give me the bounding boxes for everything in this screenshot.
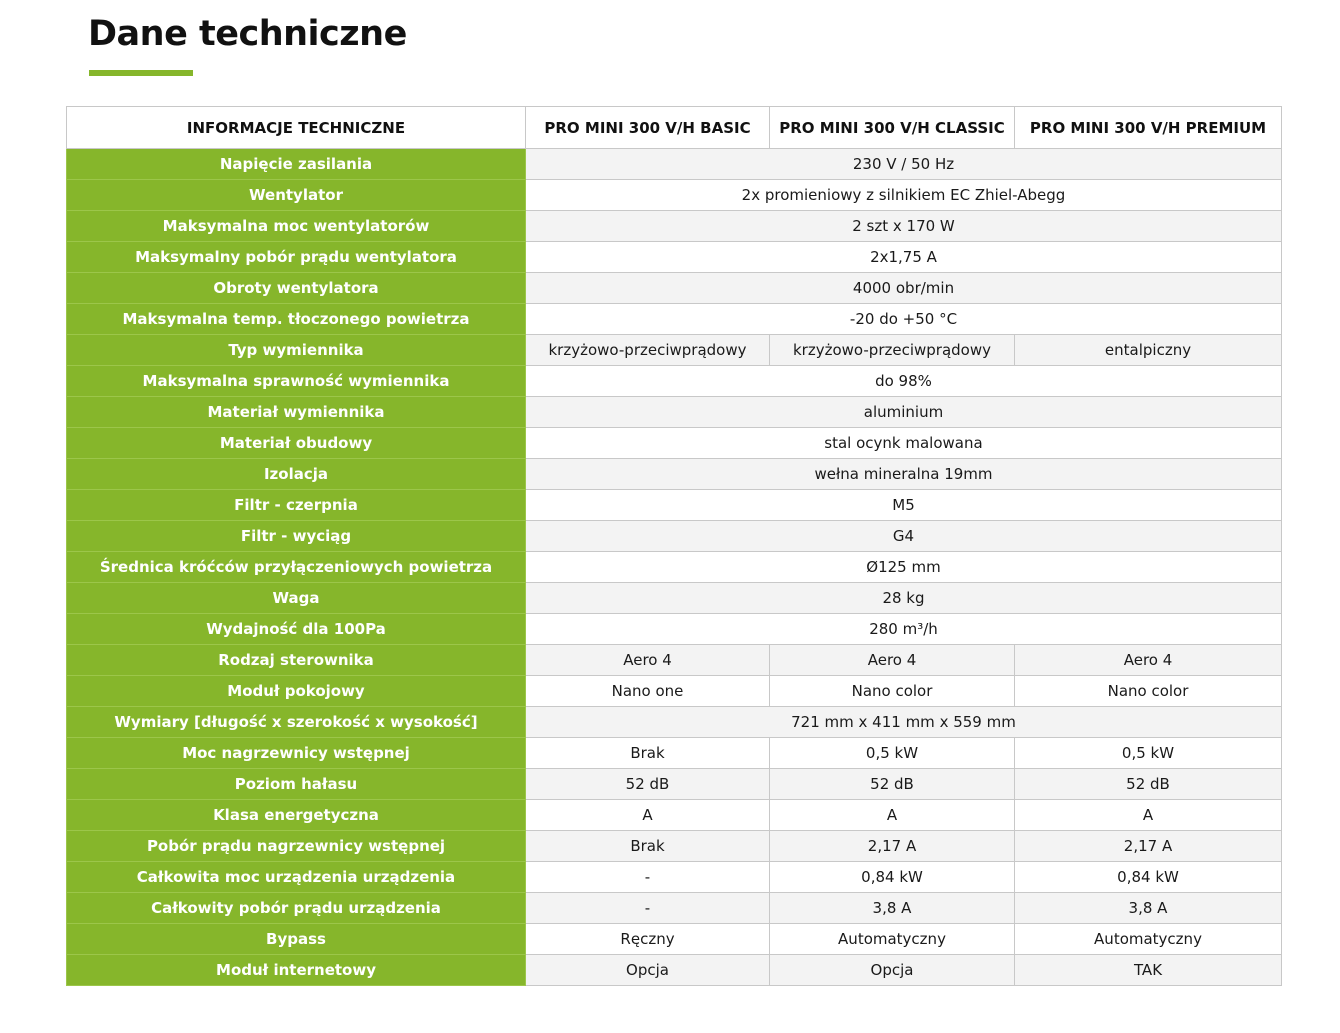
row-label: Obroty wentylatora bbox=[67, 273, 526, 304]
row-value-shared: wełna mineralna 19mm bbox=[526, 459, 1282, 490]
row-label: Całkowita moc urządzenia urządzenia bbox=[67, 862, 526, 893]
table-row bbox=[67, 676, 1282, 707]
row-value-premium: TAK bbox=[1015, 955, 1282, 986]
row-value-classic: Automatyczny bbox=[770, 924, 1015, 955]
row-value-shared: 4000 obr/min bbox=[526, 273, 1282, 304]
table-row bbox=[67, 459, 1282, 490]
row-value-basic: Ręczny bbox=[526, 924, 770, 955]
row-label: Moc nagrzewnicy wstępnej bbox=[67, 738, 526, 769]
row-label: Wentylator bbox=[67, 180, 526, 211]
table-row bbox=[67, 149, 1282, 180]
row-label: Waga bbox=[67, 583, 526, 614]
table-row bbox=[67, 366, 1282, 397]
row-label: Maksymalna moc wentylatorów bbox=[67, 211, 526, 242]
row-value-premium: 0,5 kW bbox=[1015, 738, 1282, 769]
row-value-basic: Brak bbox=[526, 831, 770, 862]
row-value-shared: stal ocynk malowana bbox=[526, 428, 1282, 459]
row-label: Rodzaj sterownika bbox=[67, 645, 526, 676]
row-label: Izolacja bbox=[67, 459, 526, 490]
table-row bbox=[67, 893, 1282, 924]
row-label: Filtr - czerpnia bbox=[67, 490, 526, 521]
row-value-shared: Ø125 mm bbox=[526, 552, 1282, 583]
table-row bbox=[67, 800, 1282, 831]
table-row bbox=[67, 645, 1282, 676]
row-value-classic: Opcja bbox=[770, 955, 1015, 986]
row-value-classic: 3,8 A bbox=[770, 893, 1015, 924]
table-row bbox=[67, 552, 1282, 583]
row-value-classic: krzyżowo-przeciwprądowy bbox=[770, 335, 1015, 366]
table-row bbox=[67, 738, 1282, 769]
table-row bbox=[67, 924, 1282, 955]
row-value-basic: Brak bbox=[526, 738, 770, 769]
row-label: Materiał wymiennika bbox=[67, 397, 526, 428]
title-underline bbox=[89, 70, 193, 76]
row-value-shared: 280 m³/h bbox=[526, 614, 1282, 645]
row-value-classic: 0,84 kW bbox=[770, 862, 1015, 893]
row-value-shared: M5 bbox=[526, 490, 1282, 521]
page-title: Dane techniczne bbox=[88, 14, 407, 54]
row-label: Poziom hałasu bbox=[67, 769, 526, 800]
row-label: Maksymalna temp. tłoczonego powietrza bbox=[67, 304, 526, 335]
row-label: Pobór prądu nagrzewnicy wstępnej bbox=[67, 831, 526, 862]
row-value-shared: G4 bbox=[526, 521, 1282, 552]
row-value-premium: 0,84 kW bbox=[1015, 862, 1282, 893]
row-value-premium: A bbox=[1015, 800, 1282, 831]
row-label: Maksymalna sprawność wymiennika bbox=[67, 366, 526, 397]
spec-table-body bbox=[67, 149, 1282, 986]
table-row bbox=[67, 242, 1282, 273]
row-value-basic: 52 dB bbox=[526, 769, 770, 800]
row-value-classic: A bbox=[770, 800, 1015, 831]
row-label: Wymiary [długość x szerokość x wysokość] bbox=[67, 707, 526, 738]
row-value-shared: 2x1,75 A bbox=[526, 242, 1282, 273]
row-label: Średnica króćców przyłączeniowych powietrza bbox=[67, 552, 526, 583]
table-row bbox=[67, 862, 1282, 893]
table-row bbox=[67, 707, 1282, 738]
row-label: Moduł internetowy bbox=[67, 955, 526, 986]
header-cell-info: INFORMACJE TECHNICZNE bbox=[67, 107, 526, 149]
row-label: Wydajność dla 100Pa bbox=[67, 614, 526, 645]
table-row bbox=[67, 211, 1282, 242]
table-row bbox=[67, 304, 1282, 335]
row-value-basic: - bbox=[526, 893, 770, 924]
spec-table bbox=[66, 106, 1282, 986]
row-value-premium: 2,17 A bbox=[1015, 831, 1282, 862]
row-value-shared: -20 do +50 °C bbox=[526, 304, 1282, 335]
table-row bbox=[67, 831, 1282, 862]
row-value-classic: Nano color bbox=[770, 676, 1015, 707]
header-cell-premium: PRO MINI 300 V/H PREMIUM bbox=[1015, 107, 1282, 149]
table-row bbox=[67, 614, 1282, 645]
table-row bbox=[67, 273, 1282, 304]
table-row bbox=[67, 397, 1282, 428]
row-value-shared: 2 szt x 170 W bbox=[526, 211, 1282, 242]
row-label: Typ wymiennika bbox=[67, 335, 526, 366]
table-row bbox=[67, 583, 1282, 614]
row-value-shared: 721 mm x 411 mm x 559 mm bbox=[526, 707, 1282, 738]
row-value-premium: Aero 4 bbox=[1015, 645, 1282, 676]
table-row bbox=[67, 769, 1282, 800]
row-value-basic: A bbox=[526, 800, 770, 831]
row-label: Moduł pokojowy bbox=[67, 676, 526, 707]
row-value-shared: 28 kg bbox=[526, 583, 1282, 614]
row-value-premium: Nano color bbox=[1015, 676, 1282, 707]
row-value-premium: Automatyczny bbox=[1015, 924, 1282, 955]
row-value-shared: 2x promieniowy z silnikiem EC Zhiel-Abegg bbox=[526, 180, 1282, 211]
row-value-basic: - bbox=[526, 862, 770, 893]
table-row bbox=[67, 180, 1282, 211]
row-value-shared: 230 V / 50 Hz bbox=[526, 149, 1282, 180]
table-row bbox=[67, 955, 1282, 986]
table-row bbox=[67, 521, 1282, 552]
row-label: Całkowity pobór prądu urządzenia bbox=[67, 893, 526, 924]
row-value-shared: do 98% bbox=[526, 366, 1282, 397]
row-value-classic: 2,17 A bbox=[770, 831, 1015, 862]
table-row bbox=[67, 335, 1282, 366]
row-label: Maksymalny pobór prądu wentylatora bbox=[67, 242, 526, 273]
row-value-basic: Aero 4 bbox=[526, 645, 770, 676]
row-label: Materiał obudowy bbox=[67, 428, 526, 459]
row-value-basic: Opcja bbox=[526, 955, 770, 986]
row-value-premium: entalpiczny bbox=[1015, 335, 1282, 366]
row-label: Filtr - wyciąg bbox=[67, 521, 526, 552]
row-value-premium: 52 dB bbox=[1015, 769, 1282, 800]
row-value-basic: krzyżowo-przeciwprądowy bbox=[526, 335, 770, 366]
table-header-row bbox=[67, 107, 1282, 149]
row-value-shared: aluminium bbox=[526, 397, 1282, 428]
row-value-classic: Aero 4 bbox=[770, 645, 1015, 676]
row-label: Bypass bbox=[67, 924, 526, 955]
header-cell-classic: PRO MINI 300 V/H CLASSIC bbox=[770, 107, 1015, 149]
row-label: Klasa energetyczna bbox=[67, 800, 526, 831]
table-row bbox=[67, 490, 1282, 521]
row-value-classic: 52 dB bbox=[770, 769, 1015, 800]
header-cell-basic: PRO MINI 300 V/H BASIC bbox=[526, 107, 770, 149]
row-label: Napięcie zasilania bbox=[67, 149, 526, 180]
row-value-classic: 0,5 kW bbox=[770, 738, 1015, 769]
row-value-premium: 3,8 A bbox=[1015, 893, 1282, 924]
table-row bbox=[67, 428, 1282, 459]
row-value-basic: Nano one bbox=[526, 676, 770, 707]
